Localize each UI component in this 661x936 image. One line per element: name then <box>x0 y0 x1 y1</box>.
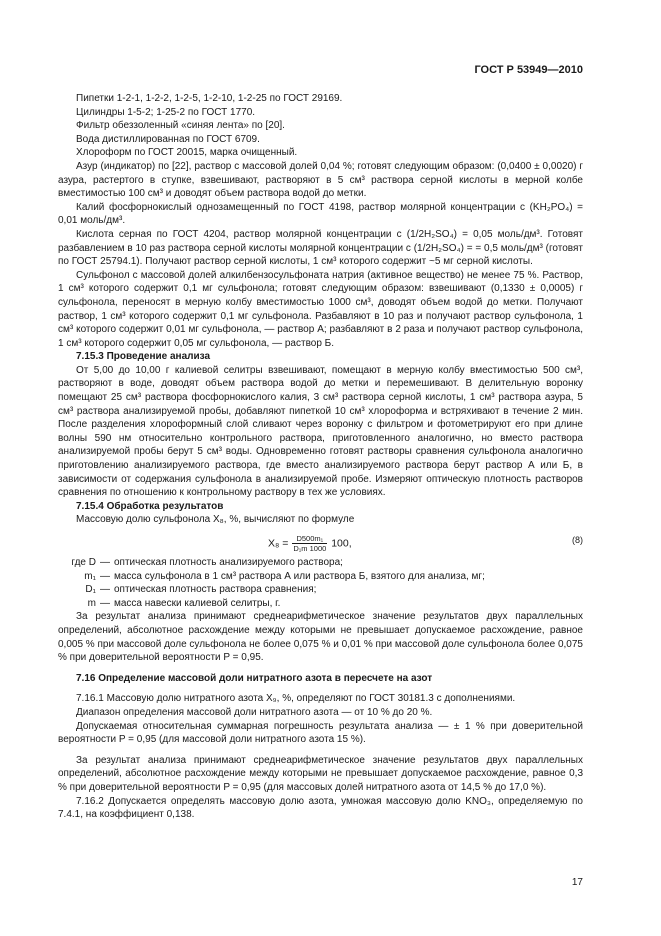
material-item: Хлороформ по ГОСТ 20015, марка очищенный. <box>76 147 298 159</box>
definition-text: масса сульфонола в 1 см³ раствора А или раствора Б, взятого для анализа, мг; <box>114 570 485 582</box>
formula-expression <box>268 534 352 553</box>
paragraph-7-16-2: 7.16.2 Допускается определять массовую долю азота, умножая массовую долю KNO₃, определяемую по 7.4.1, на коэффициент 0,138. <box>58 795 583 821</box>
paragraph-analysis: От 5,00 до 10,00 г калиевой селитры взвешивают, помещают в мерную колбу вместимостью 500 см³, растворяют в воде, доводят объем раствора водой до метки и перемешивают. В делительную воронку помещают 25 см³ раствора фосфорнокислого калия, 3 см³ раствора серной кислоты, 1 см³ раствора азура, 5 см³ раствора анализируемой пробы, добавляют пипеткой 10 см³ хлороформа и встряхивают в течение 2 мин. После разделения хлороформный слой сливают через воронку с фильтром и фотометрируют его при длине волны 590 нм относительно контрольного раствора, приготовленного аналогично, но вместо раствора анализируемой пробы берут 5 см³ воды. Одновременно готовят растворы сравнения сульфонола аналогично приготовлению анализируемого раствора, где вместо анализируемого раствора берут раствор А или Б, в зависимости от содержания сульфонола в анализируемой пробе. Измеряют оптическую плотность растворов сравнения по отношению к контрольному раствору в тех же условиях. <box>58 364 583 499</box>
section-heading-7-16: 7.16 Определение массовой доли нитратного азота в пересчете на азот <box>76 672 433 684</box>
formula-lhs: X₈ = <box>268 537 289 550</box>
definition-symbol: m <box>87 597 96 609</box>
paragraph-sulfonol: Сульфонол с массовой долей алкилбензосульфоната натрия (активное вещество) не менее 75 %. Раствор, 1 см³ которого содержит 0,1 мг сульфонола; готовят следующим образом: взвешивают (0,1330 ± 0,0005) г сульфонола, переносят в мерную колбу вместимостью 1000 см³, доводят объем водой до метки. Получают раствор, 1 см³ которого содержит 0,1 мг сульфонола. Разбавляют в 10 раз и получают раствор сульфонола, 1 см³ которого содержит 0,01 мг сульфонола, — раствор А; разбавляют в 2 раза и получают раствор сульфонола, 1 см³ которого содержит 0,05 мг сульфонола, — раствор Б. <box>58 269 583 349</box>
where-word: где <box>71 557 86 568</box>
definition-dash: — <box>100 584 110 596</box>
page-header: ГОСТ Р 53949—2010 <box>474 64 583 76</box>
definition-row <box>58 570 583 584</box>
definition-symbol: D₁ <box>85 584 96 596</box>
definition-symbol <box>58 556 100 570</box>
formula-numerator: D500m₁ <box>292 534 327 544</box>
formula-tail: 100, <box>331 537 352 550</box>
definition-text: масса навески калиевой селитры, г. <box>114 597 281 609</box>
material-item: Пипетки 1-2-1, 1-2-2, 1-2-5, 1-2-10, 1-2-25 по ГОСТ 29169. <box>76 93 343 104</box>
definition-row <box>58 583 583 597</box>
formula-fraction <box>292 534 327 553</box>
paragraph-azur: Азур (индикатор) по [22], раствор с массовой долей 0,04 %; готовят следующим образом: (0,0400 ± 0,0020) г азура, растертого в ступке, взвешивают, растворяют в 5 см³ раствора серной кислоты в мерной колбе вместимостью 100 см³ и доводят объем раствора водой до метки. <box>58 160 583 200</box>
definitions-list <box>58 556 583 610</box>
definition-dash: — <box>100 557 110 568</box>
formula-8 <box>58 528 583 555</box>
formula-number: (8) <box>572 535 583 545</box>
definition-row <box>58 556 583 570</box>
section-heading-7-15-3: 7.15.3 Проведение анализа <box>76 351 211 363</box>
paragraph-error: Допускаемая относительная суммарная погрешность результата анализа — ± 1 % при доверительной вероятности P = 0,95 (для массовой доли нитратного азота 15 %). <box>58 720 583 746</box>
paragraph-result-7-15: За результат анализа принимают среднеарифметическое значение результатов двух параллельных определений, абсолютное расхождение между которыми не превышает допускаемое расхождение, равное 0,005 % при массовой доле сульфонола не более 0,075 % и 0,01 % при массовой доле сульфонола более 0,075 % при доверительной вероятности P = 0,95. <box>58 611 583 664</box>
definition-symbol: m₁ <box>84 570 96 582</box>
paragraph-range: Диапазон определения массовой доли нитратного азота — от 10 % до 20 %. <box>76 706 433 718</box>
material-item: Вода дистиллированная по ГОСТ 6709. <box>76 133 260 145</box>
material-item: Цилиндры 1-5-2; 1-25-2 по ГОСТ 1770. <box>76 106 256 118</box>
symbol-d: D <box>88 557 96 568</box>
formula-intro: Массовую долю сульфонола X₈, %, вычисляют по формуле <box>76 514 355 526</box>
paragraph-kaliy: Калий фосфорнокислый однозамещенный по ГОСТ 4198, раствор молярной концентрации c (KH₂PO₄) = 0,01 моль/дм³. <box>58 201 583 227</box>
document-body <box>58 92 583 822</box>
page-number: 17 <box>571 877 583 888</box>
paragraph-kislota: Кислота серная по ГОСТ 4204, раствор молярной концентрации c (1/2H₂SO₄) = 0,05 моль/дм³. Готовят разбавлением в 10 раз раствора серной кислоты молярной концентрации c (1/2H₂SO₄) = = 0,5 моль/дм³ (готовят по ГОСТ 25794.1). Получают раствор серной кислоты, 1 см³ которого содержит ~5 мг серной кислоты. <box>58 228 583 268</box>
definition-dash: — <box>100 597 110 609</box>
section-heading-7-15-4: 7.15.4 Обработка результатов <box>76 500 224 512</box>
paragraph-result-7-16: За результат анализа принимают среднеарифметическое значение результатов двух параллельных определений, абсолютное расхождение между которыми не превышает допускаемое расхождение, равное 0,3 % при доверительной вероятности P = 0,95 (для массовых долей нитратного азота от 14,5 % до 17,0 %). <box>58 754 583 793</box>
definition-text: оптическая плотность анализируемого раствора; <box>114 557 343 568</box>
paragraph-7-16-1: 7.16.1 Массовую долю нитратного азота X₉, %, определяют по ГОСТ 30181.3 с дополнениями. <box>76 693 516 705</box>
formula-denominator: D₁m 1000 <box>293 544 327 553</box>
definition-text: оптическая плотность раствора сравнения; <box>114 584 317 596</box>
material-item: Фильтр обеззоленный «синяя лента» по [20]. <box>76 120 285 132</box>
definition-row <box>58 597 583 611</box>
definition-dash: — <box>100 570 110 582</box>
